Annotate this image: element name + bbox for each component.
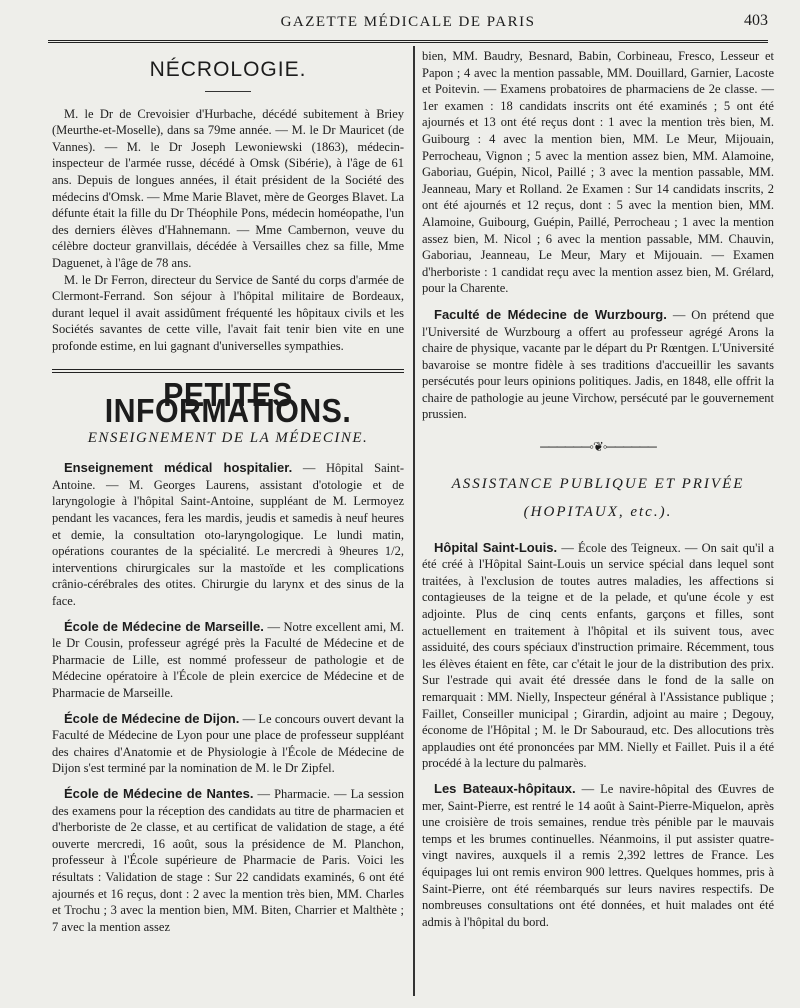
article-body: — École des Teigneux. — On sait qu'il a été créé à l'Hôpital Saint-Louis un service spécial dans lequel sont traitées, à l'exclusion de toutes autres maladies, les affections si contagieuses de la teigne et de la pelade, et qu'une école y est adjointe. Plus de cinq cents enfants, garçons et filles, sont actuellement en traitement à l'hôpital et ils suivent tous, avec assiduité, des cours spéciaux d'instruction primaire. Récemment, tous les élèves étaient en fête, car c'était le jour de la distribution des prix. Sur l'estrade qui avait été dressée dans le fond de la salle on remarquait : MM. Nielly, Inspecteur général à l'Assistance publique ; Faillet, Conseiller municipal ; Girardin, adjoint au maire ; Degouy, économe de l'Hôpital ; M. le Dr Sabouraud, etc. Des allocutions très applaudies ont été prononcées par MM. Nielly et Faillet. Puis il a été procédé à la lecture du palmarès. <box>422 540 775 771</box>
article-paragraph <box>422 307 774 423</box>
article-heading: École de Médecine de Marseille. <box>64 618 264 634</box>
header-rule <box>48 40 768 43</box>
ornament-divider: ──────◦❦◦────── <box>540 439 656 455</box>
article-heading: Faculté de Médecine de Wurzbourg. <box>434 306 667 322</box>
right-column <box>422 48 774 939</box>
page-header <box>48 8 768 36</box>
necrologie-paragraph: M. le Dr Ferron, directeur du Service de Santé du corps d'armée de Clermont-Ferrand. Son séjour à l'hôpital militaire de Bordeaux, durant lequel il avait assidûment fréquenté les hôpitaux civils et les Sociétés savantes de cette ville, l'avait fait tenir bien vite en une profonde estime, en lui gagnant d'universelles sympathies. <box>52 272 404 353</box>
article-heading: Enseignement médical hospitalier. <box>64 460 293 476</box>
short-rule <box>205 91 251 92</box>
article-heading: École de Médecine de Nantes. <box>64 785 254 801</box>
article-body: — Hôpital Saint-Antoine. — M. Georges Laurens, assistant d'otologie et de laryngologie à l'hôpital Saint-Antoine, suppléant de M. Lermoyez pendant les vacances, fera les mardis, jeudis et samedis à neuf heures et demie, la consultation oto-laryngologique. Le lundi matin, opérations courantes de la spécialité. Le mercredi à 9heures 1/2, interventions chirurgicales sur la mastoïde et les complications crânio-cérébrales des otites. Chirurgie du larynx et des sinus de la face. <box>52 461 405 609</box>
left-column <box>52 48 404 944</box>
article-body: — On prétend que l'Université de Wurzbourg a offert au professeur agrégé Arons la chaire de physique, vacante par le départ du Pr Rœntgen. L'Université bavaroise se montre fidèle à ses traditions d'accueillir les savants persécutés pour leurs opinions politiques. Jadis, en 1848, elle offrit la chaire de pathologie au jeune Virchow, persécuté par le gouvernement prussien. <box>422 307 775 422</box>
petites-informations-title: PETITES INFORMATIONS. <box>104 375 352 430</box>
assistance-title-line: (HOPITAUX, etc.). <box>523 503 673 520</box>
article-body: — Pharmacie. — La session des examens pour la réception des candidats au titre de pharmacien et d'herboriste de 2e classe, et au certificat de validation de stage, a été ouverte mercredi, 16 août, sous la présidence de M. Planchon, professeur à l'École supérieure de Pharmacie de Paris. Voici les résultats : Validation de stage : Sur 22 candidats examinés, 6 ont été ajournés et 16 reçus, dont : 2 avec la mention très bien, MM. Charles et Trochu ; 3 avec la mention bien, MM. Biten, Charrier et Malthète ; 7 avec la mention assez <box>52 786 404 934</box>
article-paragraph <box>52 786 404 935</box>
article-body: — Notre excellent ami, M. le Dr Cousin, professeur agrégé près la Faculté de Médecine et de Pharmacie de Lille, est nommé professeur de pathologie et de Médecine opératoire à l'École de plein exercice de Médecine et de Pharmacie de Marseille. <box>52 619 404 700</box>
section-rule <box>52 369 404 373</box>
assistance-title <box>422 470 774 526</box>
page-number: 403 <box>744 12 768 29</box>
article-paragraph <box>52 460 404 609</box>
article-body: — Le concours ouvert devant la Faculté de Médecine de Lyon pour une place de professeur suppléant des chaires d'Anatomie et de Physiologie à l'École de Médecine de Dijon s'est terminé par la nomination de M. le Dr Zipfel. <box>52 711 404 776</box>
article-heading: Les Bateaux-hôpitaux. <box>434 780 576 796</box>
enseignement-subtitle: ENSEIGNEMENT DE LA MÉDECINE. <box>87 429 369 446</box>
article-heading: Hôpital Saint-Louis. <box>434 539 558 555</box>
gazette-title: GAZETTE MÉDICALE DE PARIS <box>280 14 536 30</box>
continued-text: bien, MM. Baudry, Besnard, Babin, Corbineau, Fresco, Lesseur et Papon ; 4 avec la mention passable, MM. Douillard, Garnier, Lacoste et Poitevin. — Examens probatoires de pharmaciens de 2e classe. — 1er examen : 18 candidats inscrits ont été examinés ; 5 ont été ajournés et 13 ont été reçus dont : 1 avec la mention très bien, M. Guibourg : 4 avec la mention bien, MM. Le Meur, Mijouain, Perrocheau, Vignon ; 5 avec la mention assez bien, MM. Alamoine, Gaboriau, Guépin, Nicol, Paillé ; 3 avec la mention passable, MM. Jeanneau, Mary et Rolland. 2e Examen : Sur 14 candidats inscrits, 2 ont été ajournés et 12 reçus, dont : 5 avec la mention bien, MM. Alamoine, Guibourg, Guépin, Paillé, Perrocheau ; 1 avec la mention assez bien, M. Nicol ; 6 avec la mention passable, MM. Chauvin, Gaboriau, Jeanneau, Le Meur, Mary et Mijouain. — Examen d'herboriste : 1 candidat reçu avec la mention assez bien, M. Grélard, pour la Charente. <box>422 49 774 296</box>
article-paragraph <box>52 619 404 702</box>
article-paragraph <box>422 540 774 772</box>
column-divider <box>413 46 415 996</box>
article-paragraph <box>422 781 774 930</box>
necrologie-paragraph: M. le Dr de Crevoisier d'Hurbache, décédé subitement à Briey (Meurthe-et-Moselle), dans sa 79me année. — M. le Dr Mauricet (de Vannes). — M. le Dr Joseph Lewoniewski (1863), médecin-inspecteur de l'armée russe, décédé à Omsk (Sibérie), à l'âge de 61 ans. Depuis de longues années, il était président de la Société des médecins d'Omsk. — Mme Marie Blavet, mère de Georges Blavet. La défunte était la fille du Dr Théophile Pons, médecin homéopathe, l'un des derniers élèves d'Hahnemann. — Mme Cambernon, veuve du célèbre docteur granvillais, décédée à Versailles chez sa fille, Mme Daguenet, à l'âge de 78 ans. <box>52 106 404 270</box>
article-paragraph <box>52 711 404 777</box>
article-body: — Le navire-hôpital des Œuvres de mer, Saint-Pierre, est rentré le 14 août à Saint-Pierre-Miquelon, après une croisière de trois semaines, rendue très pénible par le mauvais temps et les brumes continuelles. Néanmoins, il put assister quatre-vingt navires, auxquels il a remis 2,392 lettres de France. Les équipages lui ont remis environ 900 lettres. Quelques hommes, pris à Saint-Pierre, ont été réembarqués sur leurs navires respectifs. De nombreuses consultations ont été données, et huit malades ont été admis à l'hôpital du bord. <box>422 781 775 929</box>
assistance-title-line: ASSISTANCE PUBLIQUE ET PRIVÉE <box>451 475 745 492</box>
necrologie-heading: NÉCROLOGIE. <box>149 58 307 81</box>
article-heading: École de Médecine de Dijon. <box>64 710 240 726</box>
